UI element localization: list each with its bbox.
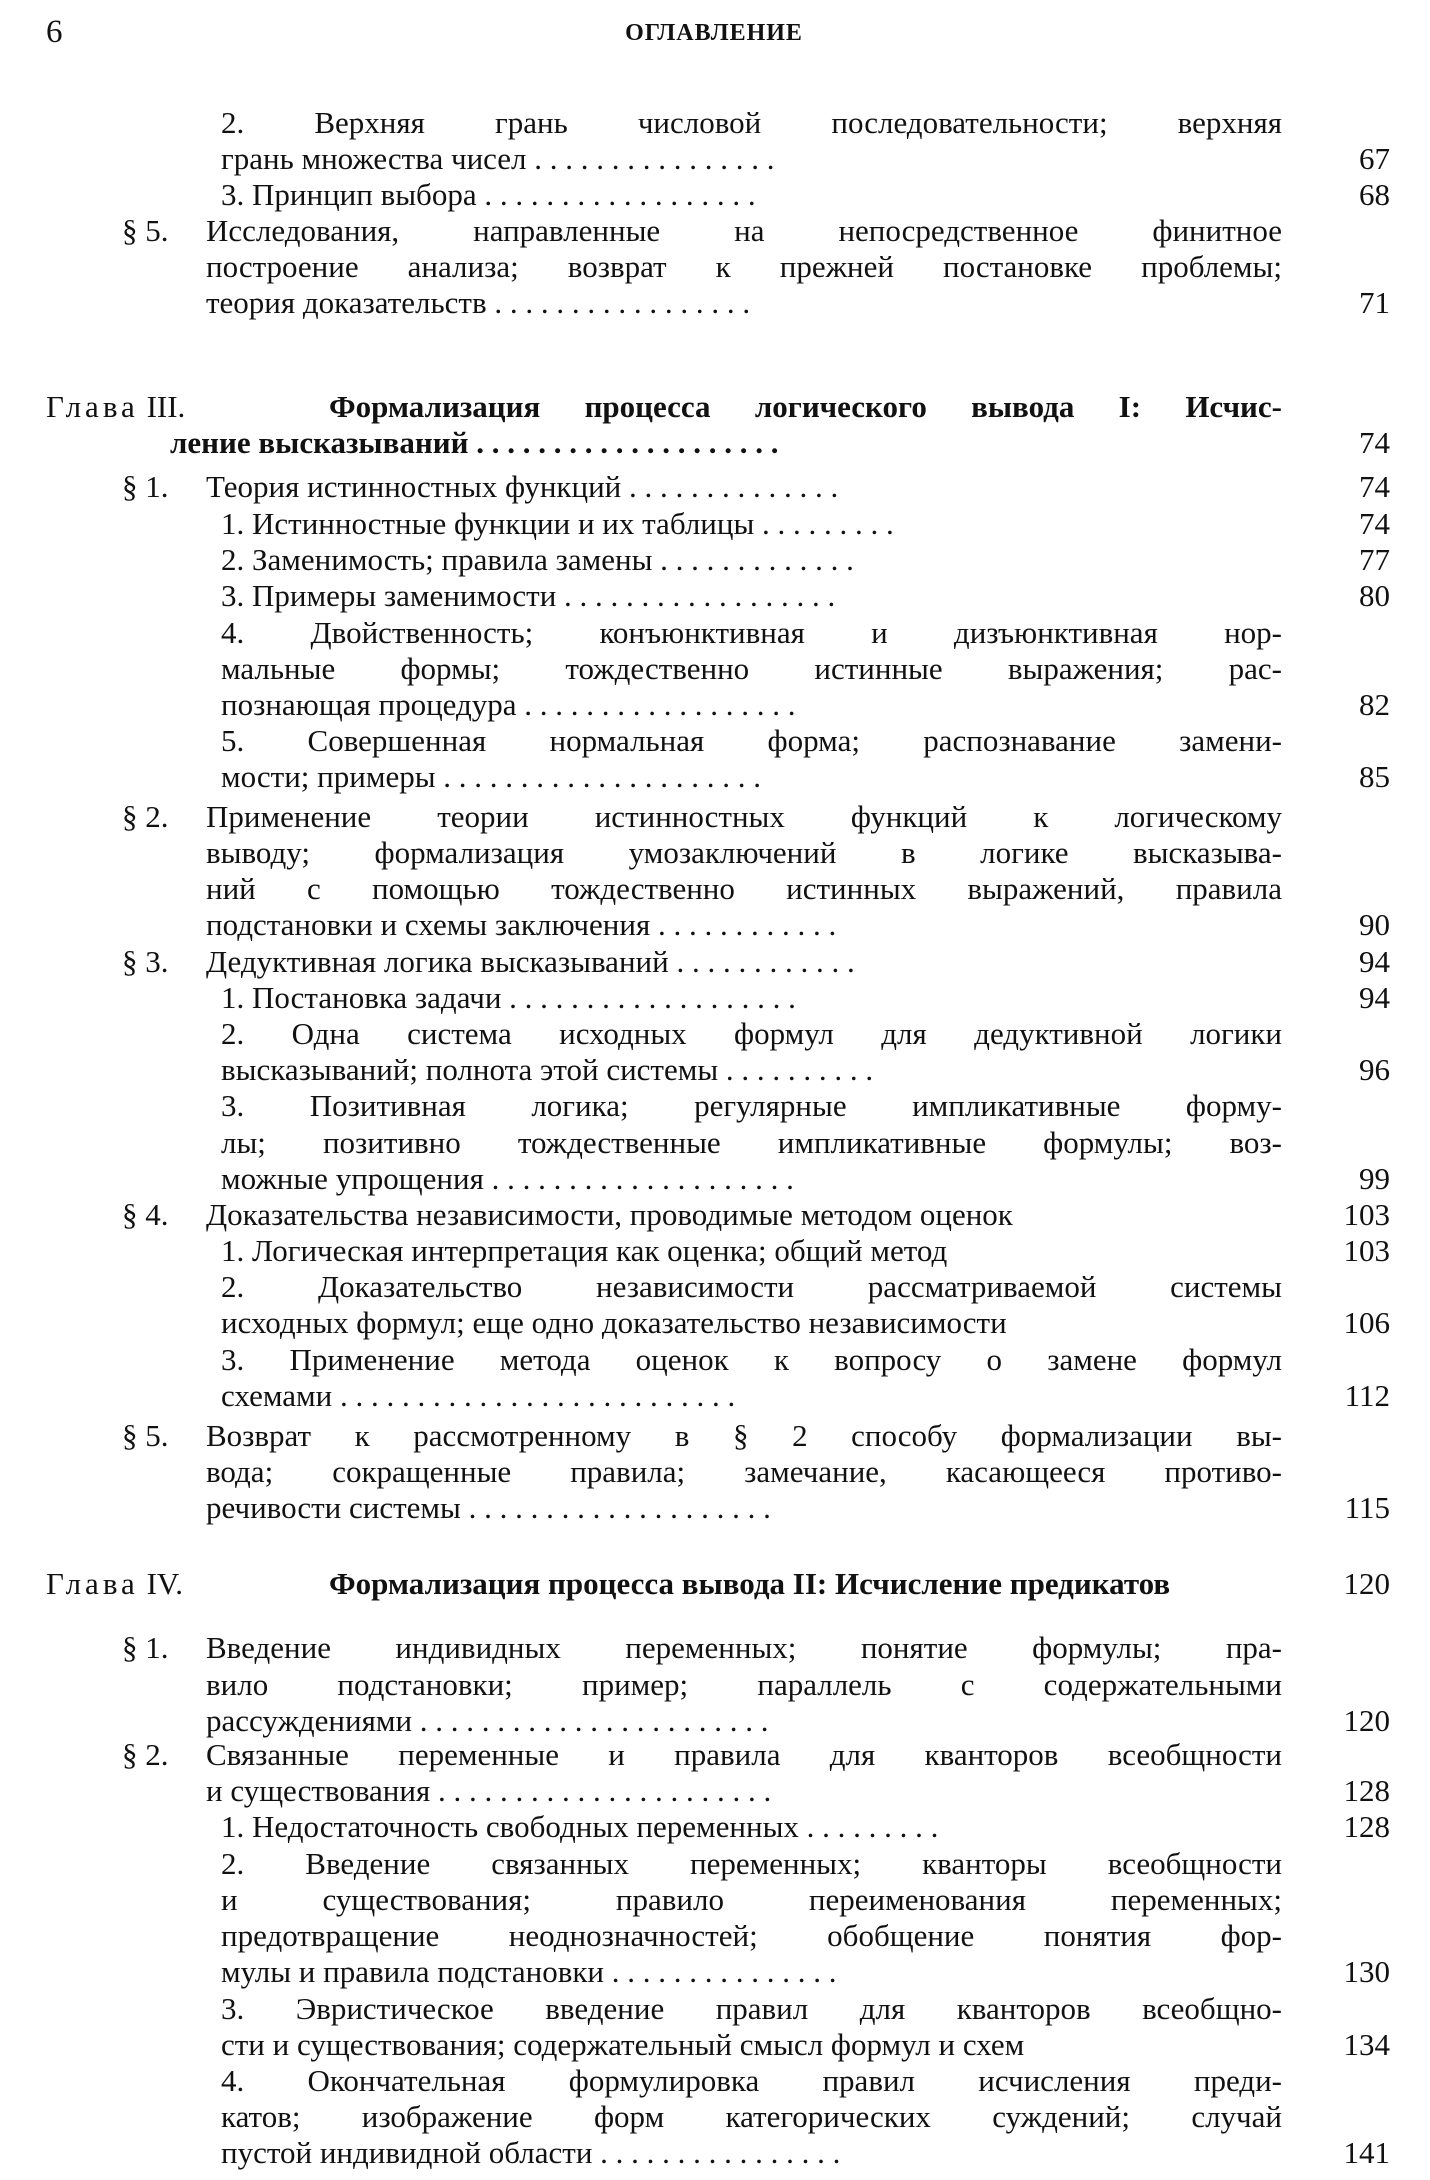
toc-page-number: 94 <box>1359 944 1390 979</box>
toc-line <box>0 1232 1430 1270</box>
toc-page-number: 68 <box>1359 177 1390 212</box>
toc-line-text: ний с помощью тождественно истинных выражений, правила <box>206 871 1282 906</box>
chapter-number: IV. <box>138 1566 184 1601</box>
toc-line <box>0 1736 1430 1774</box>
toc-line <box>0 1808 1430 1846</box>
toc-page-number: 74 <box>1359 506 1390 541</box>
toc-line <box>0 1268 1430 1306</box>
toc-line <box>0 541 1430 579</box>
toc-line <box>0 1015 1430 1053</box>
toc-line <box>0 1666 1430 1704</box>
toc-line <box>0 1489 1430 1527</box>
chapter-number: III. <box>138 389 186 424</box>
toc-line-text: 3. Позитивная логика; регулярные импликативные форму- <box>221 1088 1282 1123</box>
toc-line-text: схемами . . . . . . . . . . . . . . . . . . . . . . . . . . <box>221 1378 736 1413</box>
toc-chapter-label <box>46 388 185 426</box>
toc-line-text: можные упрощения . . . . . . . . . . . . . . . . . . . . <box>221 1161 794 1196</box>
toc-line <box>0 650 1430 688</box>
toc-line <box>0 1629 1430 1667</box>
toc-line <box>0 2062 1430 2100</box>
toc-line <box>0 686 1430 724</box>
toc-line <box>0 1341 1430 1379</box>
toc-line-text: 3. Применение метода оценок к вопросу о замене формул <box>221 1342 1282 1377</box>
toc-line-text: подстановки и схемы заключения . . . . . . . . . . . . <box>206 907 837 942</box>
toc-line <box>0 388 1430 426</box>
toc-line-text: высказываний; полнота этой системы . . . . . . . . . . <box>221 1052 874 1087</box>
toc-line-text: 3. Примеры заменимости . . . . . . . . . . . . . . . . . . <box>221 578 836 613</box>
toc-line-text: мулы и правила подстановки . . . . . . . . . . . . . . . <box>221 1954 837 1989</box>
section-marker: § 5. <box>122 213 169 248</box>
section-marker: § 4. <box>122 1197 169 1232</box>
toc-line <box>0 176 1430 214</box>
toc-line-text: вило подстановки; пример; параллель с содержательными <box>206 1667 1282 1702</box>
toc-line-text: Теория истинностных функций . . . . . . . . . . . . . . <box>206 469 839 504</box>
toc-page-number: 99 <box>1359 1161 1390 1196</box>
toc-line <box>0 943 1430 981</box>
toc-line <box>0 2098 1430 2136</box>
toc-line-text: и существования; правило переименования переменных; <box>221 1882 1282 1917</box>
toc-line-text: сти и существования; содержательный смысл формул и схем <box>221 2027 1025 2062</box>
toc-line-text: 2. Верхняя грань числовой последовательности; верхняя <box>221 105 1282 140</box>
toc-page-number: 80 <box>1359 578 1390 613</box>
toc-line-text: 2. Заменимость; правила замены . . . . . . . . . . . . . <box>221 542 854 577</box>
toc-page-number: 82 <box>1359 687 1390 722</box>
toc-line <box>0 1087 1430 1125</box>
toc-line-text: мости; примеры . . . . . . . . . . . . . . . . . . . . . <box>221 759 762 794</box>
toc-line-text: теория доказательств . . . . . . . . . . . . . . . . . <box>206 285 751 320</box>
toc-line-text: пустой индивидной области . . . . . . . . . . . . . . . . <box>221 2135 841 2170</box>
toc-line <box>0 468 1430 506</box>
toc-line <box>0 614 1430 652</box>
toc-line-text: предотвращение неоднозначностей; обобщение понятия фор- <box>221 1918 1282 1953</box>
toc-line <box>0 505 1430 543</box>
toc-line <box>0 1377 1430 1415</box>
section-marker: § 5. <box>122 1418 169 1453</box>
toc-line <box>0 1453 1430 1491</box>
toc-line <box>0 2026 1430 2064</box>
toc-line-text: Формализация процесса логического вывода I: Исчис- <box>329 389 1282 424</box>
toc-line <box>0 248 1430 286</box>
toc-line <box>0 870 1430 908</box>
toc-line-text: Введение индивидных переменных; понятие формулы; пра- <box>206 1630 1282 1665</box>
toc-line-text: мальные формы; тождественно истинные выражения; рас- <box>221 651 1282 686</box>
toc-line <box>0 424 1430 462</box>
toc-line <box>0 1881 1430 1919</box>
toc-page-number: 130 <box>1343 1954 1390 1989</box>
toc-line-text: 4. Окончательная формулировка правил исчисления преди- <box>221 2063 1282 2098</box>
toc-line-text: грань множества чисел . . . . . . . . . . . . . . . . <box>221 141 775 176</box>
toc-line-text: Дедуктивная логика высказываний . . . . . . . . . . . . <box>206 944 855 979</box>
toc-line-text: Формализация процесса вывода II: Исчисление предикатов <box>329 1566 1171 1601</box>
toc-line-text: катов; изображение форм категорических суждений; случай <box>221 2099 1282 2134</box>
toc-line <box>0 140 1430 178</box>
toc-line <box>0 798 1430 836</box>
toc-line-text: 3. Принцип выбора . . . . . . . . . . . . . . . . . . <box>221 177 756 212</box>
page-header <box>46 14 1382 54</box>
toc-page-number: 103 <box>1343 1197 1390 1232</box>
running-title: ОГЛАВЛЕНИЕ <box>625 20 803 46</box>
toc-line-text: и существования . . . . . . . . . . . . . . . . . . . . . . <box>206 1773 772 1808</box>
toc-line-text: построение анализа; возврат к прежней постановке проблемы; <box>206 249 1282 284</box>
toc-line <box>0 758 1430 796</box>
toc-line-text: исходных формул; еще одно доказательство независимости <box>221 1305 1007 1340</box>
toc-page-number: 115 <box>1344 1490 1390 1525</box>
toc-line-text: лы; позитивно тождественные импликативные формулы; воз- <box>221 1125 1282 1160</box>
toc-line-text: Возврат к рассмотренному в § 2 способу формализации вы- <box>206 1418 1282 1453</box>
toc-page-number: 77 <box>1359 542 1390 577</box>
toc-page-number: 120 <box>1343 1703 1390 1738</box>
toc-line <box>0 1417 1430 1455</box>
toc-line <box>0 834 1430 872</box>
toc-line-text: Исследования, направленные на непосредственное финитное <box>206 213 1282 248</box>
toc-line <box>0 284 1430 322</box>
toc-line <box>0 1702 1430 1740</box>
toc-line <box>0 1917 1430 1955</box>
toc-line <box>0 1990 1430 2028</box>
toc-line <box>0 1772 1430 1810</box>
toc-page-number: 128 <box>1343 1773 1390 1808</box>
toc-line-text: выводу; формализация умозаключений в логике высказыва- <box>206 835 1282 870</box>
chapter-word: Глава <box>46 389 139 424</box>
toc-page-number: 120 <box>1343 1566 1390 1601</box>
toc-line <box>0 104 1430 142</box>
toc-line-text: вода; сокращенные правила; замечание, касающееся противо- <box>206 1454 1282 1489</box>
toc-line-text: Доказательства независимости, проводимые методом оценок <box>206 1197 1013 1232</box>
toc-line-text: 4. Двойственность; конъюнктивная и дизъюнктивная нор- <box>221 615 1282 650</box>
toc-page-number: 103 <box>1343 1233 1390 1268</box>
toc-line-text: 1. Постановка задачи . . . . . . . . . . . . . . . . . . . <box>221 980 796 1015</box>
toc-page-number: 74 <box>1359 425 1390 460</box>
toc-line-text: 2. Доказательство независимости рассматриваемой системы <box>221 1269 1282 1304</box>
toc-line <box>0 1124 1430 1162</box>
toc-line-text: рассуждениями . . . . . . . . . . . . . . . . . . . . . . . <box>206 1703 769 1738</box>
toc-line-text: 1. Логическая интерпретация как оценка; общий метод <box>221 1233 948 1268</box>
toc-line <box>0 2134 1430 2172</box>
section-marker: § 3. <box>122 944 169 979</box>
toc-page-number: 134 <box>1343 2027 1390 2062</box>
toc-line <box>0 212 1430 250</box>
toc-page-number: 141 <box>1343 2135 1390 2170</box>
toc-page-number: 96 <box>1359 1052 1390 1087</box>
toc-line-text: познающая процедура . . . . . . . . . . . . . . . . . . <box>221 687 796 722</box>
toc-page-number: 106 <box>1343 1305 1390 1340</box>
toc-page-number: 85 <box>1359 759 1390 794</box>
toc-line <box>0 1953 1430 1991</box>
toc-page-number: 67 <box>1359 141 1390 176</box>
toc-page-number: 112 <box>1344 1378 1390 1413</box>
toc-line <box>0 1051 1430 1089</box>
section-marker: § 1. <box>122 1630 169 1665</box>
toc-line <box>0 1196 1430 1234</box>
toc-line-text: речивости системы . . . . . . . . . . . . . . . . . . . . <box>206 1490 771 1525</box>
toc-line <box>0 979 1430 1017</box>
toc-line-text: Применение теории истинностных функций к логическому <box>206 799 1282 834</box>
toc-line-text: 5. Совершенная нормальная форма; распознавание замени- <box>221 723 1282 758</box>
toc-line <box>0 722 1430 760</box>
toc-page-number: 94 <box>1359 980 1390 1015</box>
toc-line-text: 2. Введение связанных переменных; кванторы всеобщности <box>221 1846 1282 1881</box>
page-number: 6 <box>46 14 63 50</box>
toc-line <box>0 1845 1430 1883</box>
toc-chapter-label <box>46 1565 183 1603</box>
toc-line-text: 2. Одна система исходных формул для дедуктивной логики <box>221 1016 1282 1051</box>
toc-line <box>0 906 1430 944</box>
section-marker: § 2. <box>122 799 169 834</box>
toc-line-text: 1. Истинностные функции и их таблицы . . . . . . . . . <box>221 506 894 541</box>
toc-page-number: 90 <box>1359 907 1390 942</box>
toc-line-text: 1. Недостаточность свободных переменных . . . . . . . . . <box>221 1809 939 1844</box>
section-marker: § 1. <box>122 469 169 504</box>
toc-page-number: 71 <box>1359 285 1390 320</box>
toc-line-text: ление высказываний . . . . . . . . . . . . . . . . . . . . <box>170 425 779 460</box>
toc-line <box>0 1565 1430 1603</box>
toc-line-text: Связанные переменные и правила для кванторов всеобщности <box>206 1737 1282 1772</box>
toc-line <box>0 1304 1430 1342</box>
toc-line-text: 3. Эвристическое введение правил для кванторов всеобщно- <box>221 1991 1282 2026</box>
chapter-word: Глава <box>46 1566 139 1601</box>
toc-line <box>0 1160 1430 1198</box>
toc-page-number: 74 <box>1359 469 1390 504</box>
toc-page-number: 128 <box>1343 1809 1390 1844</box>
toc-line <box>0 577 1430 615</box>
section-marker: § 2. <box>122 1737 169 1772</box>
